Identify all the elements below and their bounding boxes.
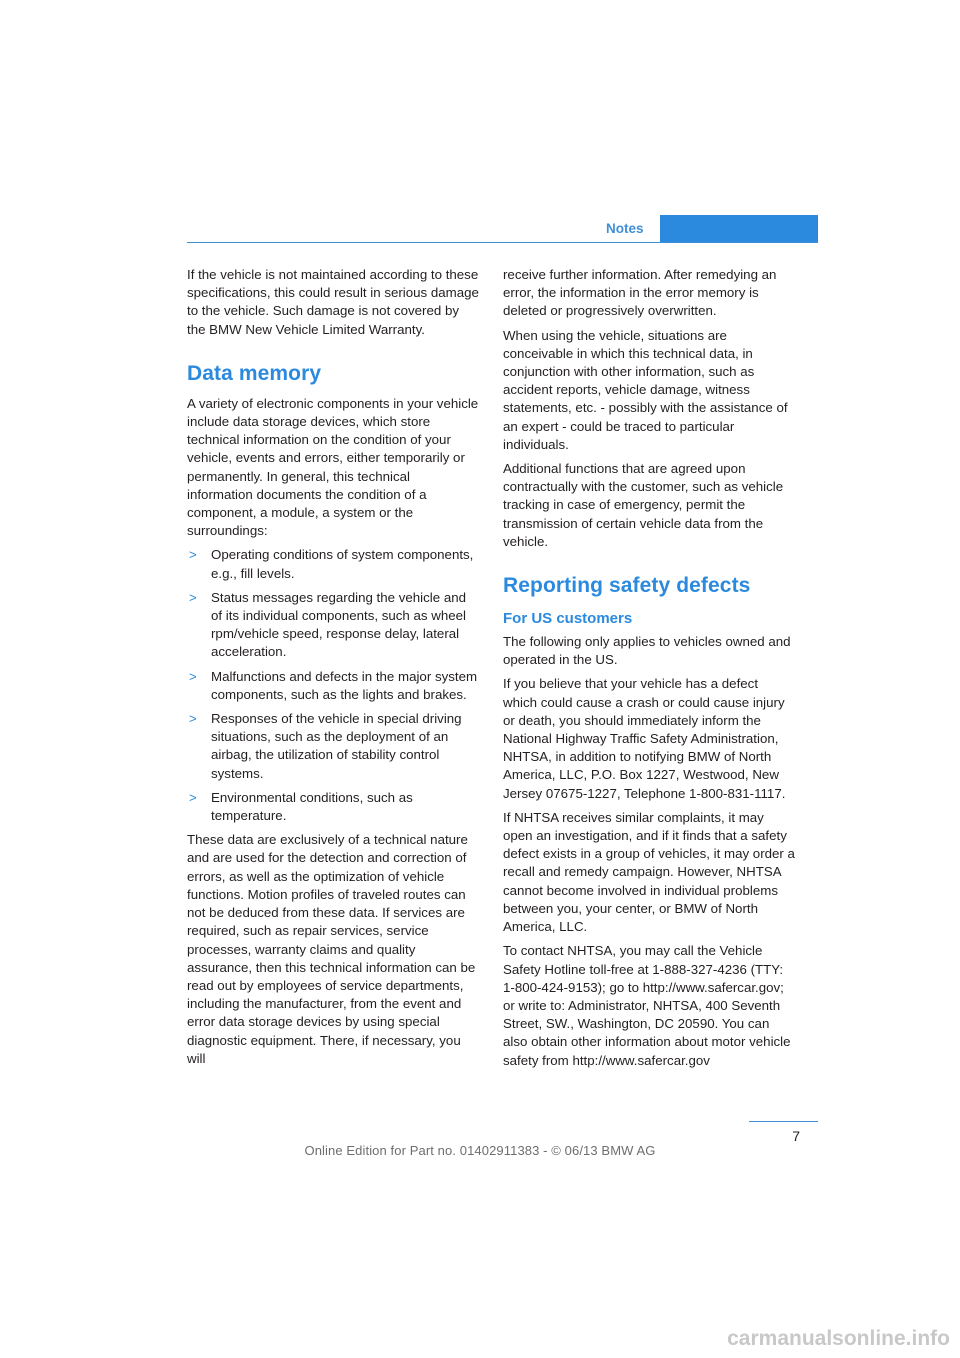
right-column — [503, 266, 795, 1076]
applies-paragraph: The following only applies to vehicles owned and operated in the US. — [503, 634, 791, 668]
data-memory-list — [187, 546, 479, 825]
page-number: 7 — [792, 1128, 800, 1144]
continuation-paragraph: receive further information. After remedying an error, the information in the error memory is deleted or progressively overwritten. — [503, 267, 777, 319]
us-customers-heading: For US customers — [503, 610, 633, 628]
section-tab-marker — [660, 215, 818, 243]
defect-report-paragraph: If you believe that your vehicle has a defect which could cause a crash or could cause injury or death, you should immediately inform the National Highway Traffic Safety Administration, NHTSA, in addition to notifying BMW of North America, LLC, P.O. Box 1227, Westwood, New Jersey 07675-1227, Telephone 1-800-831-1117. — [503, 676, 786, 801]
list-item: > Malfunctions and defects in the major system components, such as the lights and brakes. — [189, 668, 478, 702]
section-label: Notes — [606, 221, 644, 236]
bullet-arrow-icon: > — [189, 547, 197, 563]
warranty-paragraph: If the vehicle is not maintained according to these specifications, this could result in serious damage to the vehicle. Such damage is not covered by the BMW New Vehicle Limited Warranty. — [187, 267, 479, 337]
list-item: > Operating conditions of system components, e.g., fill levels. — [189, 547, 474, 581]
reporting-safety-defects-heading: Reporting safety defects — [503, 574, 751, 598]
technical-data-paragraph: These data are exclusively of a technical nature and are used for the detection and correction of errors, as well as the optimization of vehicle functions. Motion profiles of traveled routes can not be deduced from these data. If services are required, such as repair services, service processes, warranty claims and quality assurance, then this technical information can be read out by employees of service departments, including the manufacturer, from the event and error data storage devices by using special diagnostic equipment. There, if necessary, you will — [187, 832, 476, 1066]
contact-nhtsa-paragraph: To contact NHTSA, you may call the Vehicle Safety Hotline toll-free at 1-888-327-4236 (TTY: 1-800-424-9153); go to http://www.safercar.gov; or write to: Administrator, NHTSA, 400 Seventh Street, SW., Washington, DC 20590. You can also obtain other information about motor vehicle safety from http://www.safercar.gov — [503, 943, 791, 1068]
bullet-arrow-icon: > — [189, 711, 197, 727]
list-item: > Responses of the vehicle in special driving situations, such as the deployment of an airbag, the utilization of stability control systems. — [189, 711, 462, 781]
additional-functions-paragraph: Additional functions that are agreed upon contractually with the customer, such as vehicle tracking in case of emergency, permit the transmission of certain vehicle data from the vehicle. — [503, 461, 784, 549]
watermark: carmanualsonline.info — [727, 1327, 950, 1350]
left-column — [187, 266, 479, 1074]
list-item: > Environmental conditions, such as temperature. — [189, 789, 413, 824]
header-rule — [187, 242, 818, 243]
bullet-arrow-icon: > — [189, 789, 197, 805]
edition-footer: Online Edition for Part no. 01402911383 - © 06/13 BMW AG — [304, 1143, 656, 1158]
bullet-arrow-icon: > — [189, 668, 197, 684]
data-memory-intro: A variety of electronic components in your vehicle include data storage devices, which store technical information on the condition of your vehicle, events and errors, either temporarily or permanently. In general, this technical information documents the condition of a component, a module, a system or the surroundings: — [187, 395, 479, 539]
page-number-rule — [749, 1121, 818, 1122]
nhtsa-investigation-paragraph: If NHTSA receives similar complaints, it may open an investigation, and if it finds that a safety defect exists in a group of vehicles, it may order a recall and remedy campaign. However, NHTSA cannot become involved in individual problems between you, your center, or BMW of North America, LLC. — [503, 809, 795, 935]
list-item: > Status messages regarding the vehicle and of its individual components, such as wheel rpm/vehicle speed, response delay, lateral acceleration. — [189, 589, 467, 660]
conceivable-paragraph: When using the vehicle, situations are conceivable in which this technical data, in conjunction with other information, such as accident reports, vehicle damage, witness statements, etc. - possibly with the assistance of an expert - could be traced to particular individuals. — [503, 327, 788, 452]
data-memory-heading: Data memory — [187, 361, 322, 385]
bullet-arrow-icon: > — [189, 589, 197, 605]
